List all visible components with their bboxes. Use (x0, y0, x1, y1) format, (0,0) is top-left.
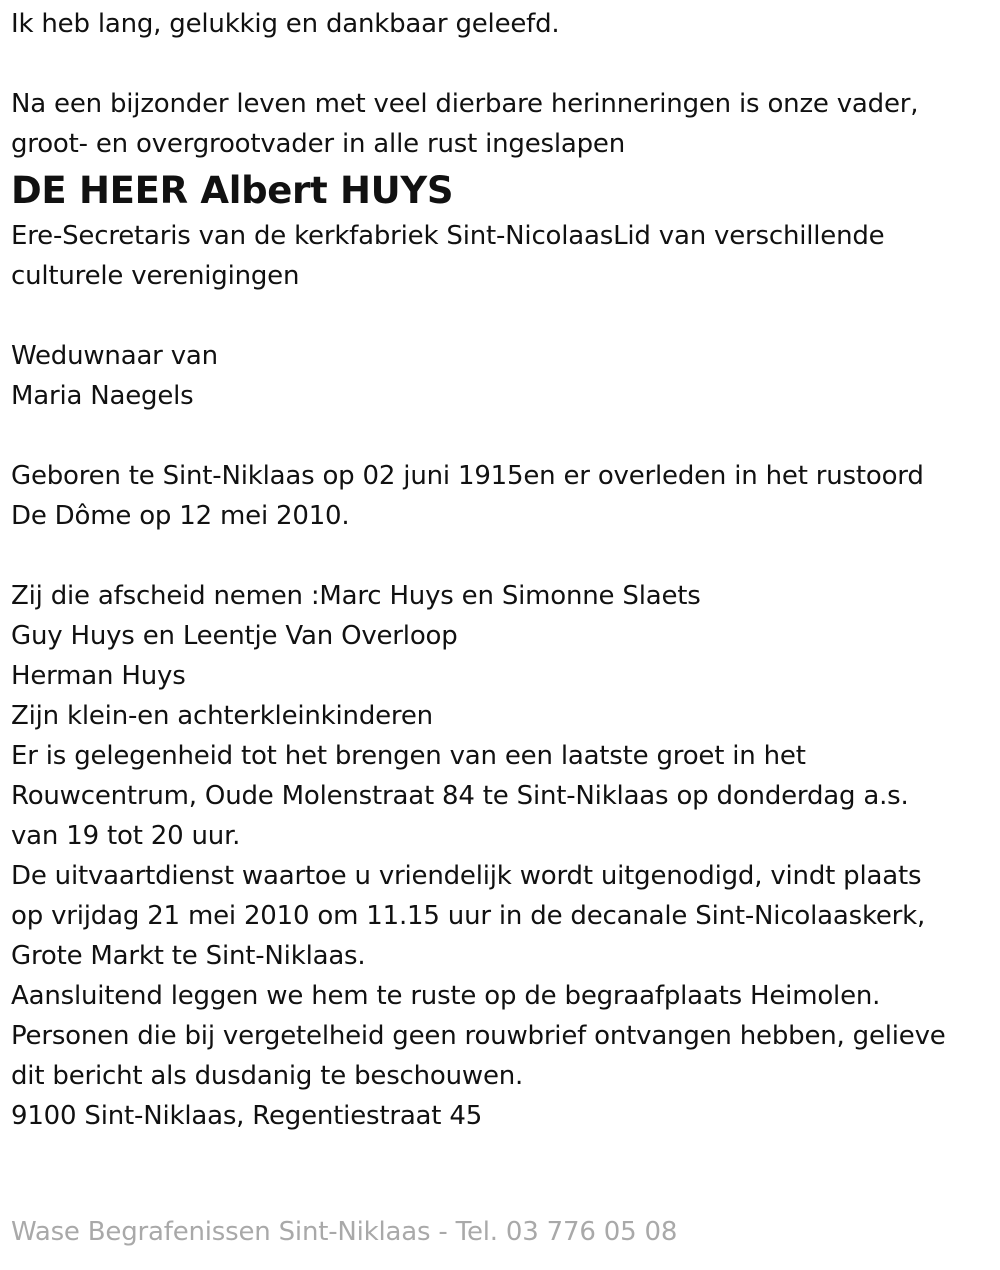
funeral-home-footer: Wase Begrafenissen Sint-Niklaas - Tel. 03 776 05 08 (11, 1217, 678, 1247)
family-line: Guy Huys en Leentje Van Overloop (11, 621, 458, 651)
details-line: op vrijdag 21 mei 2010 om 11.15 uur in de decanale Sint-Nicolaaskerk, (11, 901, 926, 931)
family-line: Zijn klein-en achterkleinkinderen (11, 701, 433, 731)
birth-death-line: De Dôme op 12 mei 2010. (11, 501, 350, 531)
spacer (11, 44, 1000, 84)
details-line: Aansluitend leggen we hem te ruste op de begraafplaats Heimolen. (11, 981, 881, 1011)
spacer (11, 296, 1000, 336)
spouse-name: Maria Naegels (11, 381, 194, 411)
deceased-name: DE HEER Albert HUYS (11, 169, 454, 212)
intro-quote: Ik heb lang, gelukkig en dankbaar geleefd. (11, 9, 560, 39)
details-line: dit bericht als dusdanig te beschouwen. (11, 1061, 524, 1091)
spacer (11, 416, 1000, 456)
details-line: Grote Markt te Sint-Niklaas. (11, 941, 366, 971)
deceased-title-line: Ere-Secretaris van de kerkfabriek Sint-NicolaasLid van verschillende (11, 221, 885, 251)
intro-text-line: groot- en overgrootvader in alle rust ingeslapen (11, 129, 626, 159)
address-line: 9100 Sint-Niklaas, Regentiestraat 45 (11, 1101, 483, 1131)
details-line: De uitvaartdienst waartoe u vriendelijk wordt uitgenodigd, vindt plaats (11, 861, 922, 891)
details-line: Er is gelegenheid tot het brengen van een laatste groet in het (11, 741, 806, 771)
family-line: Herman Huys (11, 661, 186, 691)
spacer (11, 536, 1000, 576)
deceased-title-line: culturele verenigingen (11, 261, 300, 291)
birth-death-line: Geboren te Sint-Niklaas op 02 juni 1915en er overleden in het rustoord (11, 461, 924, 491)
details-line: van 19 tot 20 uur. (11, 821, 241, 851)
spouse-label: Weduwnaar van (11, 341, 218, 371)
details-line: Rouwcentrum, Oude Molenstraat 84 te Sint-Niklaas op donderdag a.s. (11, 781, 909, 811)
family-line: Zij die afscheid nemen :Marc Huys en Simonne Slaets (11, 581, 701, 611)
intro-text-line: Na een bijzonder leven met veel dierbare herinneringen is onze vader, (11, 89, 919, 119)
details-line: Personen die bij vergetelheid geen rouwbrief ontvangen hebben, gelieve (11, 1021, 946, 1051)
